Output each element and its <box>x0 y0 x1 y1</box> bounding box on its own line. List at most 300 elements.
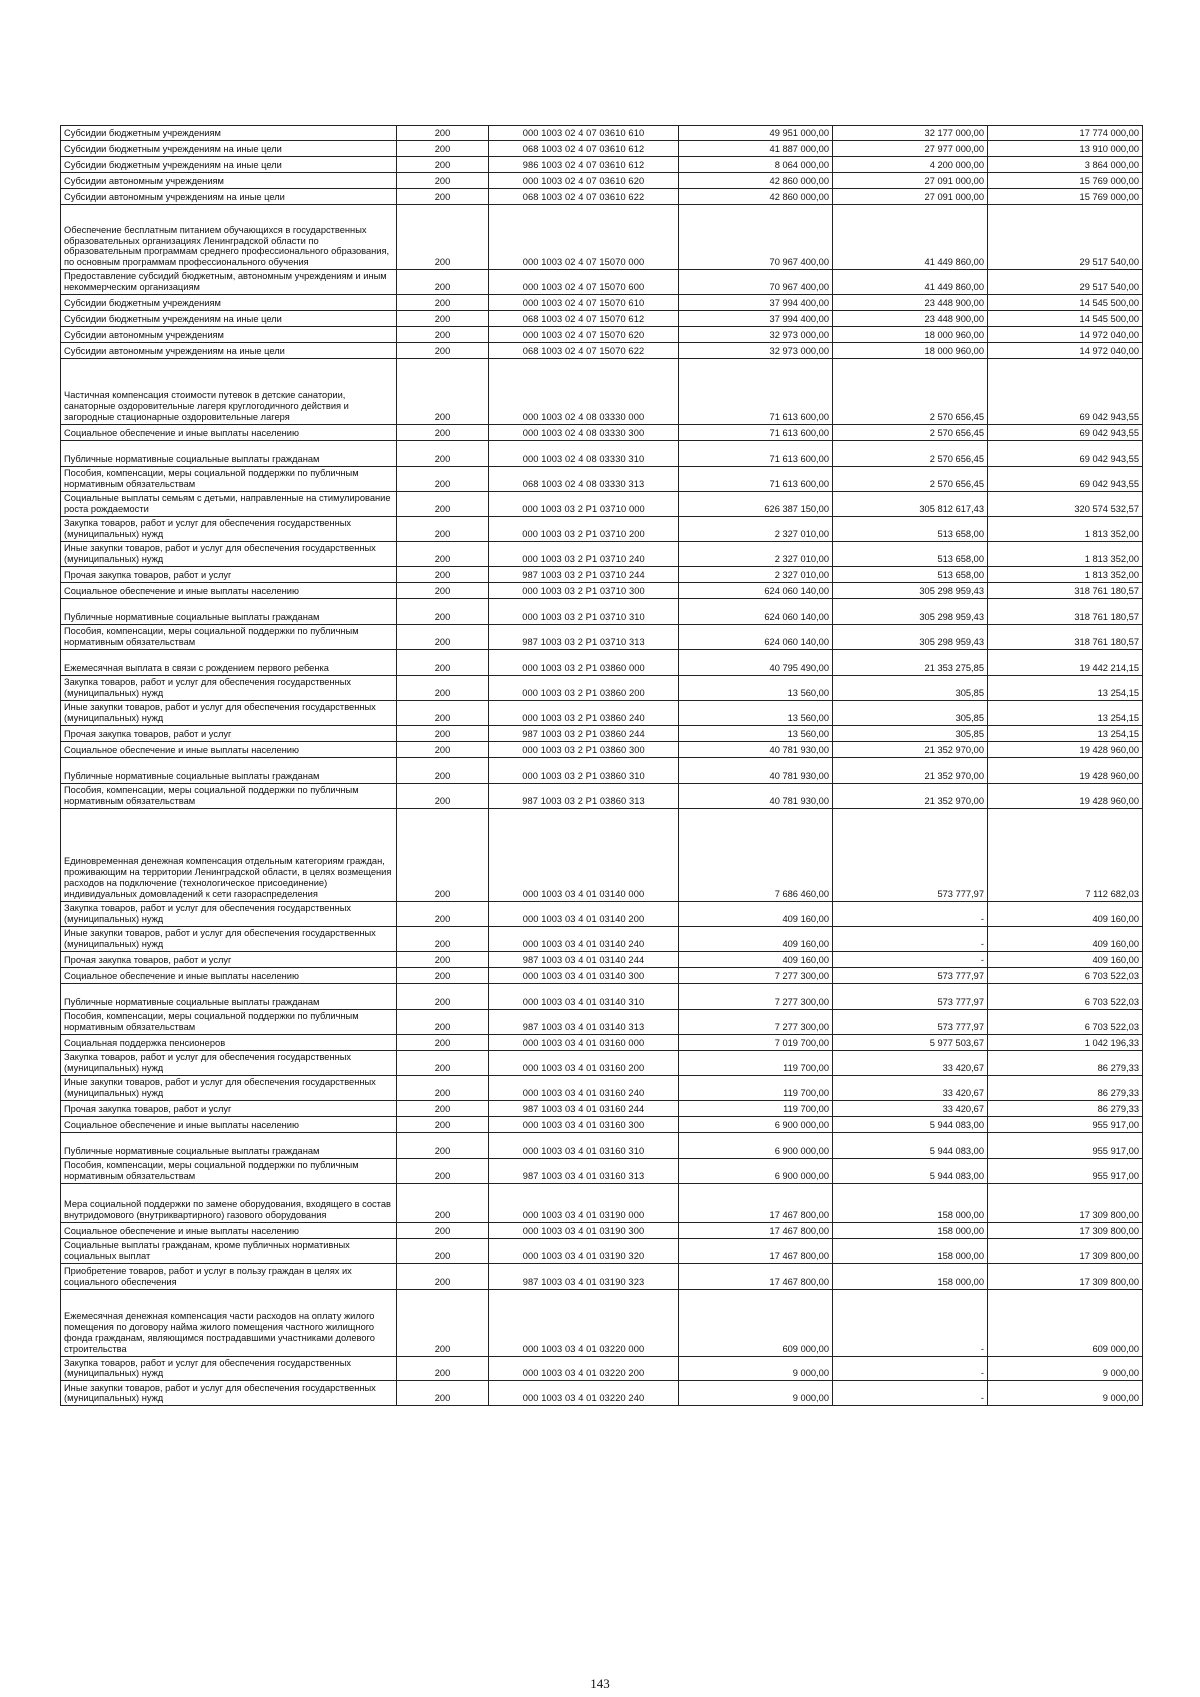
table-row <box>61 1289 1143 1356</box>
row-code: 200 <box>397 725 489 741</box>
row-assigned: 40 795 490,00 <box>679 649 833 675</box>
row-code: 200 <box>397 1009 489 1034</box>
row-unexecuted: 13 254,15 <box>988 700 1143 725</box>
row-code: 200 <box>397 598 489 624</box>
row-executed: 5 944 083,00 <box>833 1132 988 1158</box>
table-row <box>61 1183 1143 1222</box>
row-code: 200 <box>397 1289 489 1356</box>
row-kbk: 000 1003 03 4 01 03160 000 <box>489 1034 679 1050</box>
row-executed: 513 658,00 <box>833 516 988 541</box>
row-kbk: 000 1003 03 2 P1 03860 240 <box>489 700 679 725</box>
row-code: 200 <box>397 516 489 541</box>
budget-table <box>60 125 1143 1406</box>
row-code: 200 <box>397 926 489 951</box>
row-assigned: 2 327 010,00 <box>679 516 833 541</box>
row-code: 200 <box>397 983 489 1009</box>
row-assigned: 7 277 300,00 <box>679 967 833 983</box>
row-unexecuted: 15 769 000,00 <box>988 189 1143 205</box>
row-executed: 573 777,97 <box>833 1009 988 1034</box>
row-name: Приобретение товаров, работ и услуг в пользу граждан в целях их социального обеспечения <box>61 1263 397 1289</box>
row-assigned: 409 160,00 <box>679 926 833 951</box>
row-name: Прочая закупка товаров, работ и услуг <box>61 725 397 741</box>
row-unexecuted: 6 703 522,03 <box>988 1009 1143 1034</box>
row-name: Пособия, компенсации, меры социальной поддержки по публичным нормативным обязательствам <box>61 1158 397 1183</box>
table-row <box>61 700 1143 725</box>
table-row <box>61 173 1143 189</box>
table-row <box>61 1009 1143 1034</box>
table-row <box>61 1132 1143 1158</box>
row-code: 200 <box>397 1183 489 1222</box>
row-kbk: 000 1003 03 2 P1 03860 300 <box>489 741 679 757</box>
table-row <box>61 205 1143 270</box>
table-body <box>61 126 1143 1406</box>
row-assigned: 6 900 000,00 <box>679 1132 833 1158</box>
row-name: Закупка товаров, работ и услуг для обеспечения государственных (муниципальных) нужд <box>61 516 397 541</box>
row-code: 200 <box>397 342 489 358</box>
row-executed: 2 570 656,45 <box>833 358 988 424</box>
row-assigned: 6 900 000,00 <box>679 1116 833 1132</box>
row-kbk: 000 1003 02 4 08 03330 300 <box>489 424 679 440</box>
row-name: Социальное обеспечение и иные выплаты населению <box>61 967 397 983</box>
table-row <box>61 126 1143 141</box>
row-name: Прочая закупка товаров, работ и услуг <box>61 951 397 967</box>
row-name: Субсидии автономным учреждениям <box>61 326 397 342</box>
row-assigned: 71 613 600,00 <box>679 466 833 491</box>
row-name: Субсидии автономным учреждениям на иные цели <box>61 342 397 358</box>
row-kbk: 000 1003 03 4 01 03140 200 <box>489 901 679 926</box>
row-code: 200 <box>397 326 489 342</box>
row-code: 200 <box>397 901 489 926</box>
row-code: 200 <box>397 624 489 649</box>
row-unexecuted: 409 160,00 <box>988 901 1143 926</box>
row-name: Социальные выплаты гражданам, кроме публичных нормативных социальных выплат <box>61 1238 397 1263</box>
row-unexecuted: 69 042 943,55 <box>988 440 1143 466</box>
row-executed: 21 352 970,00 <box>833 757 988 783</box>
row-executed: 41 449 860,00 <box>833 270 988 295</box>
row-name: Пособия, компенсации, меры социальной поддержки по публичным нормативным обязательствам <box>61 1009 397 1034</box>
table-row <box>61 1034 1143 1050</box>
row-name: Субсидии бюджетным учреждениям на иные цели <box>61 157 397 173</box>
row-assigned: 70 967 400,00 <box>679 270 833 295</box>
table-row <box>61 358 1143 424</box>
row-name: Иные закупки товаров, работ и услуг для обеспечения государственных (муниципальных) нужд <box>61 541 397 566</box>
row-unexecuted: 17 309 800,00 <box>988 1183 1143 1222</box>
row-executed: 32 177 000,00 <box>833 126 988 141</box>
row-kbk: 000 1003 02 4 08 03330 000 <box>489 358 679 424</box>
row-assigned: 7 019 700,00 <box>679 1034 833 1050</box>
row-kbk: 068 1003 02 4 07 15070 622 <box>489 342 679 358</box>
row-kbk: 000 1003 03 2 P1 03710 240 <box>489 541 679 566</box>
row-code: 200 <box>397 1381 489 1406</box>
row-unexecuted: 86 279,33 <box>988 1075 1143 1100</box>
table-row <box>61 649 1143 675</box>
row-code: 200 <box>397 1100 489 1116</box>
row-name: Закупка товаров, работ и услуг для обеспечения государственных (муниципальных) нужд <box>61 1356 397 1381</box>
row-executed: - <box>833 1289 988 1356</box>
row-executed: 2 570 656,45 <box>833 466 988 491</box>
row-unexecuted: 3 864 000,00 <box>988 157 1143 173</box>
row-assigned: 70 967 400,00 <box>679 205 833 270</box>
row-kbk: 068 1003 02 4 07 03610 622 <box>489 189 679 205</box>
row-executed: - <box>833 951 988 967</box>
row-kbk: 000 1003 03 4 01 03140 310 <box>489 983 679 1009</box>
row-name: Социальное обеспечение и иные выплаты населению <box>61 1222 397 1238</box>
row-kbk: 000 1003 02 4 08 03330 310 <box>489 440 679 466</box>
row-code: 200 <box>397 440 489 466</box>
table-row <box>61 757 1143 783</box>
row-unexecuted: 320 574 532,57 <box>988 491 1143 516</box>
row-code: 200 <box>397 466 489 491</box>
table-row <box>61 440 1143 466</box>
table-row <box>61 1222 1143 1238</box>
row-unexecuted: 17 774 000,00 <box>988 126 1143 141</box>
row-code: 200 <box>397 189 489 205</box>
table-row <box>61 491 1143 516</box>
row-assigned: 7 686 460,00 <box>679 808 833 901</box>
row-kbk: 000 1003 03 2 P1 03860 310 <box>489 757 679 783</box>
row-name: Социальное обеспечение и иные выплаты населению <box>61 582 397 598</box>
table-row <box>61 326 1143 342</box>
row-unexecuted: 955 917,00 <box>988 1158 1143 1183</box>
row-code: 200 <box>397 1263 489 1289</box>
row-executed: 27 091 000,00 <box>833 173 988 189</box>
row-name: Публичные нормативные социальные выплаты гражданам <box>61 757 397 783</box>
row-kbk: 986 1003 02 4 07 03610 612 <box>489 157 679 173</box>
row-unexecuted: 1 813 352,00 <box>988 566 1143 582</box>
row-unexecuted: 14 545 500,00 <box>988 310 1143 326</box>
row-name: Субсидии автономным учреждениям на иные цели <box>61 189 397 205</box>
row-unexecuted: 69 042 943,55 <box>988 424 1143 440</box>
row-unexecuted: 13 254,15 <box>988 725 1143 741</box>
row-kbk: 987 1003 03 4 01 03140 313 <box>489 1009 679 1034</box>
row-assigned: 49 951 000,00 <box>679 126 833 141</box>
row-name: Субсидии бюджетным учреждениям <box>61 126 397 141</box>
row-executed: - <box>833 901 988 926</box>
row-kbk: 000 1003 03 4 01 03140 240 <box>489 926 679 951</box>
row-code: 200 <box>397 700 489 725</box>
row-kbk: 000 1003 03 4 01 03140 000 <box>489 808 679 901</box>
table-row <box>61 270 1143 295</box>
row-assigned: 32 973 000,00 <box>679 326 833 342</box>
row-unexecuted: 19 428 960,00 <box>988 757 1143 783</box>
row-name: Частичная компенсация стоимости путевок в детские санатории, санаторные оздоровительные лагеря круглогодичного действия и загородные стационарные оздоровительные лагеря <box>61 358 397 424</box>
row-executed: 41 449 860,00 <box>833 205 988 270</box>
row-kbk: 000 1003 03 4 01 03160 200 <box>489 1050 679 1075</box>
row-code: 200 <box>397 173 489 189</box>
row-assigned: 119 700,00 <box>679 1050 833 1075</box>
row-kbk: 000 1003 03 2 P1 03710 000 <box>489 491 679 516</box>
row-assigned: 13 560,00 <box>679 725 833 741</box>
row-kbk: 068 1003 02 4 07 03610 612 <box>489 141 679 157</box>
row-kbk: 000 1003 03 2 P1 03710 200 <box>489 516 679 541</box>
table-row <box>61 1238 1143 1263</box>
row-assigned: 42 860 000,00 <box>679 173 833 189</box>
row-code: 200 <box>397 783 489 808</box>
row-assigned: 37 994 400,00 <box>679 310 833 326</box>
row-name: Публичные нормативные социальные выплаты гражданам <box>61 440 397 466</box>
row-unexecuted: 17 309 800,00 <box>988 1238 1143 1263</box>
row-assigned: 71 613 600,00 <box>679 424 833 440</box>
row-assigned: 409 160,00 <box>679 951 833 967</box>
row-kbk: 987 1003 03 4 01 03190 323 <box>489 1263 679 1289</box>
row-assigned: 17 467 800,00 <box>679 1263 833 1289</box>
row-code: 200 <box>397 1238 489 1263</box>
row-unexecuted: 6 703 522,03 <box>988 967 1143 983</box>
row-kbk: 987 1003 03 2 P1 03710 313 <box>489 624 679 649</box>
row-kbk: 000 1003 02 4 07 03610 610 <box>489 126 679 141</box>
row-code: 200 <box>397 649 489 675</box>
row-kbk: 000 1003 03 4 01 03190 000 <box>489 1183 679 1222</box>
row-unexecuted: 19 442 214,15 <box>988 649 1143 675</box>
row-unexecuted: 1 042 196,33 <box>988 1034 1143 1050</box>
row-name: Обеспечение бесплатным питанием обучающихся в государственных образовательных организациях Ленинградской области по образовательным программам среднего профессионального образования, по основным программам профессионального обучения <box>61 205 397 270</box>
row-executed: 158 000,00 <box>833 1222 988 1238</box>
row-kbk: 987 1003 03 2 P1 03860 244 <box>489 725 679 741</box>
row-unexecuted: 1 813 352,00 <box>988 541 1143 566</box>
row-assigned: 71 613 600,00 <box>679 440 833 466</box>
row-name: Субсидии автономным учреждениям <box>61 173 397 189</box>
row-executed: 33 420,67 <box>833 1100 988 1116</box>
row-kbk: 000 1003 03 4 01 03190 300 <box>489 1222 679 1238</box>
row-kbk: 000 1003 02 4 07 15070 620 <box>489 326 679 342</box>
row-assigned: 2 327 010,00 <box>679 566 833 582</box>
row-assigned: 624 060 140,00 <box>679 598 833 624</box>
table-row <box>61 901 1143 926</box>
table-row <box>61 624 1143 649</box>
row-code: 200 <box>397 566 489 582</box>
row-executed: - <box>833 926 988 951</box>
row-name: Единовременная денежная компенсация отдельным категориям граждан, проживающим на территории Ленинградской области, в целях возмещения расходов на подключение (технологическое присоединение) индивидуальных домовладений к сети газораспределения <box>61 808 397 901</box>
row-kbk: 000 1003 03 2 P1 03710 310 <box>489 598 679 624</box>
table-row <box>61 675 1143 700</box>
row-kbk: 000 1003 02 4 07 15070 000 <box>489 205 679 270</box>
page-number: 143 <box>590 1676 610 1691</box>
row-kbk: 000 1003 03 4 01 03160 240 <box>489 1075 679 1100</box>
row-unexecuted: 69 042 943,55 <box>988 358 1143 424</box>
row-code: 200 <box>397 358 489 424</box>
row-executed: 27 091 000,00 <box>833 189 988 205</box>
row-assigned: 17 467 800,00 <box>679 1183 833 1222</box>
row-code: 200 <box>397 967 489 983</box>
row-executed: 18 000 960,00 <box>833 326 988 342</box>
row-executed: 4 200 000,00 <box>833 157 988 173</box>
row-executed: 33 420,67 <box>833 1050 988 1075</box>
row-unexecuted: 955 917,00 <box>988 1116 1143 1132</box>
row-unexecuted: 29 517 540,00 <box>988 205 1143 270</box>
table-row <box>61 983 1143 1009</box>
row-executed: 5 944 083,00 <box>833 1158 988 1183</box>
row-name: Субсидии бюджетным учреждениям на иные цели <box>61 141 397 157</box>
table-row <box>61 808 1143 901</box>
row-kbk: 000 1003 03 4 01 03220 200 <box>489 1356 679 1381</box>
row-executed: 305 298 959,43 <box>833 624 988 649</box>
row-name: Прочая закупка товаров, работ и услуг <box>61 1100 397 1116</box>
row-kbk: 000 1003 02 4 07 15070 610 <box>489 294 679 310</box>
row-assigned: 2 327 010,00 <box>679 541 833 566</box>
row-kbk: 068 1003 02 4 08 03330 313 <box>489 466 679 491</box>
table-row <box>61 189 1143 205</box>
row-executed: 21 352 970,00 <box>833 783 988 808</box>
row-kbk: 068 1003 02 4 07 15070 612 <box>489 310 679 326</box>
table-row <box>61 157 1143 173</box>
row-kbk: 987 1003 03 2 P1 03710 244 <box>489 566 679 582</box>
table-row <box>61 1075 1143 1100</box>
row-assigned: 119 700,00 <box>679 1075 833 1100</box>
table-row <box>61 926 1143 951</box>
row-unexecuted: 13 254,15 <box>988 675 1143 700</box>
row-name: Ежемесячная денежная компенсация части расходов на оплату жилого помещения по договору найма жилого помещения частного жилищного фонда гражданам, являющимся пострадавшими участниками долевого строительства <box>61 1289 397 1356</box>
row-name: Иные закупки товаров, работ и услуг для обеспечения государственных (муниципальных) нужд <box>61 1075 397 1100</box>
row-code: 200 <box>397 294 489 310</box>
row-executed: 27 977 000,00 <box>833 141 988 157</box>
row-executed: 2 570 656,45 <box>833 424 988 440</box>
row-name: Пособия, компенсации, меры социальной поддержки по публичным нормативным обязательствам <box>61 624 397 649</box>
row-unexecuted: 86 279,33 <box>988 1100 1143 1116</box>
row-assigned: 9 000,00 <box>679 1381 833 1406</box>
row-name: Закупка товаров, работ и услуг для обеспечения государственных (муниципальных) нужд <box>61 901 397 926</box>
row-executed: 18 000 960,00 <box>833 342 988 358</box>
row-assigned: 13 560,00 <box>679 675 833 700</box>
table-row <box>61 1381 1143 1406</box>
row-unexecuted: 9 000,00 <box>988 1381 1143 1406</box>
row-executed: 158 000,00 <box>833 1183 988 1222</box>
row-executed: 2 570 656,45 <box>833 440 988 466</box>
row-assigned: 40 781 930,00 <box>679 741 833 757</box>
table-row <box>61 1356 1143 1381</box>
row-executed: 305,85 <box>833 725 988 741</box>
row-assigned: 409 160,00 <box>679 901 833 926</box>
row-code: 200 <box>397 1116 489 1132</box>
row-assigned: 40 781 930,00 <box>679 757 833 783</box>
row-code: 200 <box>397 310 489 326</box>
row-executed: 23 448 900,00 <box>833 294 988 310</box>
table-row <box>61 1050 1143 1075</box>
row-code: 200 <box>397 741 489 757</box>
row-code: 200 <box>397 491 489 516</box>
row-kbk: 987 1003 03 4 01 03160 244 <box>489 1100 679 1116</box>
row-name: Ежемесячная выплата в связи с рождением первого ребенка <box>61 649 397 675</box>
row-name: Публичные нормативные социальные выплаты гражданам <box>61 598 397 624</box>
row-code: 200 <box>397 1132 489 1158</box>
row-code: 200 <box>397 951 489 967</box>
row-executed: 23 448 900,00 <box>833 310 988 326</box>
row-name: Иные закупки товаров, работ и услуг для обеспечения государственных (муниципальных) нужд <box>61 1381 397 1406</box>
row-unexecuted: 14 545 500,00 <box>988 294 1143 310</box>
table-row <box>61 783 1143 808</box>
row-executed: - <box>833 1356 988 1381</box>
table-row <box>61 566 1143 582</box>
row-name: Социальные выплаты семьям с детьми, направленные на стимулирование роста рождаемости <box>61 491 397 516</box>
row-assigned: 7 277 300,00 <box>679 1009 833 1034</box>
row-kbk: 000 1003 02 4 07 15070 600 <box>489 270 679 295</box>
table-row <box>61 741 1143 757</box>
row-unexecuted: 13 910 000,00 <box>988 141 1143 157</box>
row-name: Мера социальной поддержки по замене оборудования, входящего в состав внутридомового (внутриквартирного) газового оборудования <box>61 1183 397 1222</box>
row-name: Публичные нормативные социальные выплаты гражданам <box>61 1132 397 1158</box>
table-row <box>61 1116 1143 1132</box>
row-assigned: 37 994 400,00 <box>679 294 833 310</box>
table-row <box>61 582 1143 598</box>
row-assigned: 609 000,00 <box>679 1289 833 1356</box>
row-unexecuted: 7 112 682,03 <box>988 808 1143 901</box>
row-kbk: 000 1003 03 2 P1 03860 200 <box>489 675 679 700</box>
row-executed: - <box>833 1381 988 1406</box>
row-unexecuted: 409 160,00 <box>988 926 1143 951</box>
row-code: 200 <box>397 541 489 566</box>
table-row <box>61 342 1143 358</box>
row-code: 200 <box>397 808 489 901</box>
row-executed: 33 420,67 <box>833 1075 988 1100</box>
row-unexecuted: 955 917,00 <box>988 1132 1143 1158</box>
row-executed: 21 352 970,00 <box>833 741 988 757</box>
row-assigned: 7 277 300,00 <box>679 983 833 1009</box>
row-executed: 5 977 503,67 <box>833 1034 988 1050</box>
row-kbk: 000 1003 03 4 01 03160 310 <box>489 1132 679 1158</box>
table-row <box>61 967 1143 983</box>
row-name: Публичные нормативные социальные выплаты гражданам <box>61 983 397 1009</box>
row-kbk: 987 1003 03 2 P1 03860 313 <box>489 783 679 808</box>
table-row <box>61 310 1143 326</box>
row-code: 200 <box>397 157 489 173</box>
table-row <box>61 725 1143 741</box>
row-name: Пособия, компенсации, меры социальной поддержки по публичным нормативным обязательствам <box>61 783 397 808</box>
row-unexecuted: 14 972 040,00 <box>988 326 1143 342</box>
row-code: 200 <box>397 1050 489 1075</box>
row-unexecuted: 19 428 960,00 <box>988 741 1143 757</box>
row-unexecuted: 17 309 800,00 <box>988 1222 1143 1238</box>
row-code: 200 <box>397 141 489 157</box>
row-unexecuted: 15 769 000,00 <box>988 173 1143 189</box>
row-assigned: 41 887 000,00 <box>679 141 833 157</box>
row-executed: 5 944 083,00 <box>833 1116 988 1132</box>
row-unexecuted: 6 703 522,03 <box>988 983 1143 1009</box>
row-name: Иные закупки товаров, работ и услуг для обеспечения государственных (муниципальных) нужд <box>61 700 397 725</box>
row-assigned: 624 060 140,00 <box>679 582 833 598</box>
row-kbk: 987 1003 03 4 01 03160 313 <box>489 1158 679 1183</box>
row-name: Социальная поддержка пенсионеров <box>61 1034 397 1050</box>
row-code: 200 <box>397 270 489 295</box>
row-executed: 573 777,97 <box>833 983 988 1009</box>
row-kbk: 000 1003 03 4 01 03160 300 <box>489 1116 679 1132</box>
row-unexecuted: 9 000,00 <box>988 1356 1143 1381</box>
row-code: 200 <box>397 1158 489 1183</box>
row-code: 200 <box>397 1034 489 1050</box>
row-executed: 21 353 275,85 <box>833 649 988 675</box>
row-assigned: 17 467 800,00 <box>679 1238 833 1263</box>
row-executed: 513 658,00 <box>833 566 988 582</box>
row-assigned: 6 900 000,00 <box>679 1158 833 1183</box>
row-name: Социальное обеспечение и иные выплаты населению <box>61 1116 397 1132</box>
table-row <box>61 466 1143 491</box>
row-assigned: 8 064 000,00 <box>679 157 833 173</box>
row-kbk: 987 1003 03 4 01 03140 244 <box>489 951 679 967</box>
row-kbk: 000 1003 03 2 P1 03860 000 <box>489 649 679 675</box>
row-name: Закупка товаров, работ и услуг для обеспечения государственных (муниципальных) нужд <box>61 1050 397 1075</box>
row-name: Пособия, компенсации, меры социальной поддержки по публичным нормативным обязательствам <box>61 466 397 491</box>
row-unexecuted: 318 761 180,57 <box>988 624 1143 649</box>
row-kbk: 000 1003 03 2 P1 03710 300 <box>489 582 679 598</box>
row-unexecuted: 318 761 180,57 <box>988 598 1143 624</box>
row-unexecuted: 29 517 540,00 <box>988 270 1143 295</box>
row-code: 200 <box>397 582 489 598</box>
row-code: 200 <box>397 675 489 700</box>
row-unexecuted: 17 309 800,00 <box>988 1263 1143 1289</box>
row-assigned: 32 973 000,00 <box>679 342 833 358</box>
row-kbk: 000 1003 02 4 07 03610 620 <box>489 173 679 189</box>
row-executed: 305,85 <box>833 700 988 725</box>
row-assigned: 71 613 600,00 <box>679 358 833 424</box>
row-kbk: 000 1003 03 4 01 03220 000 <box>489 1289 679 1356</box>
